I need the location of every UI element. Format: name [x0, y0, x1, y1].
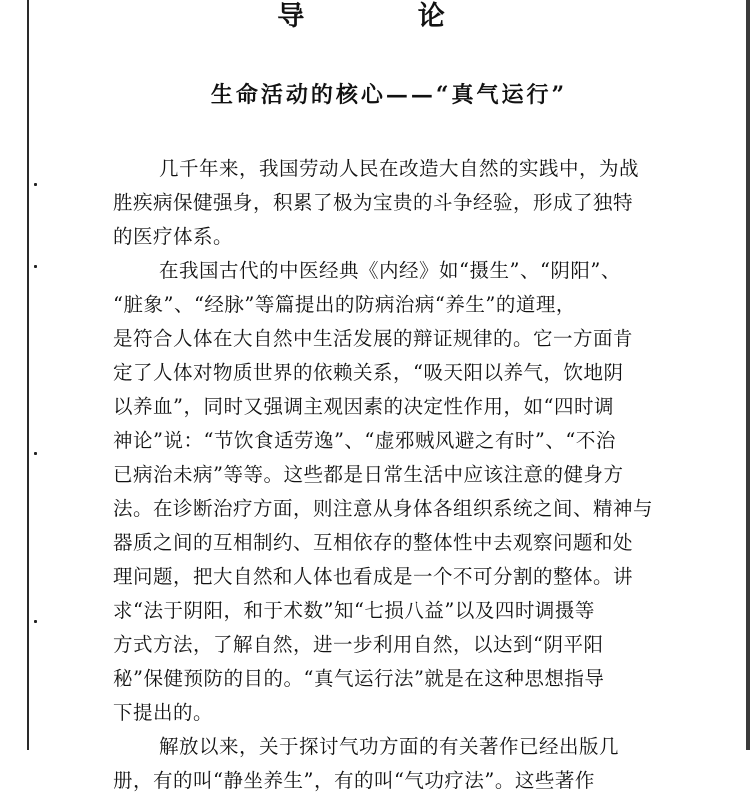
- page-left-edge-rule: [27, 0, 29, 750]
- margin-speck: [34, 452, 37, 455]
- text-line: 下提出的。: [113, 701, 214, 724]
- text-line: 神论”说：“节饮食适劳逸”、“虚邪贼风避之有时”、“不治: [113, 429, 616, 452]
- text-line: 解放以来，关于探讨气功方面的有关著作已经出版几: [159, 735, 620, 758]
- text-line: 秘”保健预防的目的。“真气运行法”就是在这种思想指导: [113, 667, 605, 690]
- text-line: “脏象”、“经脉”等篇提出的防病治病“养生”的道理，: [113, 293, 576, 316]
- page-right-edge-rule: [746, 0, 750, 750]
- text-line: 已病治未病”等等。这些都是日常生活中应该注意的健身方: [113, 463, 624, 486]
- text-line: 册，有的叫“静坐养生”，有的叫“气功疗法”。这些著作: [113, 769, 595, 792]
- margin-speck: [34, 620, 37, 623]
- text-line: 的医疗体系。: [113, 225, 234, 248]
- margin-speck: [34, 183, 37, 186]
- text-line: 法。在诊断治疗方面，则注意从身体各组织系统之间、精神与: [113, 497, 654, 520]
- text-line: 是符合人体在大自然中生活发展的辩证规律的。它一方面肯: [113, 327, 634, 350]
- text-line: 器质之间的互相制约、互相依存的整体性中去观察问题和处: [113, 531, 634, 554]
- margin-speck: [34, 265, 37, 268]
- text-line: 定了人体对物质世界的依赖关系，“吸天阳以养气，饮地阴: [113, 361, 624, 384]
- section-title: 生命活动的核心——“真气运行”: [210, 82, 568, 108]
- text-line: 理问题，把大自然和人体也看成是一个不可分割的整体。讲: [113, 565, 634, 588]
- page-title: 导 论: [277, 1, 497, 32]
- text-line: 求“法于阴阳，和于术数”知“七损八益”以及四时调摄等: [113, 599, 595, 622]
- text-line: 在我国古代的中医经典《内经》如“摄生”、“阴阳”、: [159, 259, 621, 282]
- text-line: 方式方法，了解自然，进一步利用自然，以达到“阴平阳: [113, 633, 604, 656]
- text-line: 几千年来，我国劳动人民在改造大自然的实践中，为战: [159, 157, 640, 180]
- text-line: 以养血”，同时又强调主观因素的决定性作用，如“四时调: [113, 395, 614, 418]
- body-text: [113, 152, 698, 798]
- text-line: 胜疾病保健强身，积累了极为宝贵的斗争经验，形成了独特: [113, 191, 634, 214]
